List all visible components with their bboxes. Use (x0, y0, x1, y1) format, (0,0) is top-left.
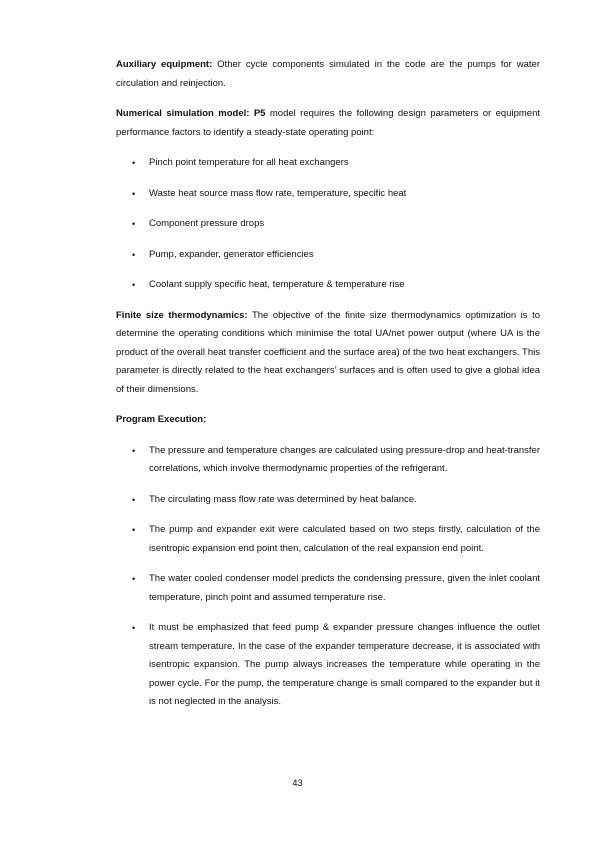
list-item (116, 442, 540, 479)
list-item (116, 521, 540, 558)
page-number: 43 (292, 778, 303, 789)
finite-text: The objective of the finite size thermodynamics optimization is to determine the operating conditions which minimise the total UA/net power output (where UA is the product of the overall heat transfer coefficient and the surface area) of the two heat exchangers. This parameter is directly related to the heat exchangers’ surfaces and is often used to give a global idea of their dimensions. (116, 309, 540, 395)
list-item (116, 276, 540, 295)
list-item (116, 246, 540, 265)
numerical-text: model requires the following design parameters or equipment performance factors to identify a steady-state operating point: (116, 108, 540, 138)
list-item-text: Coolant supply specific heat, temperature & temperature rise (149, 279, 405, 290)
auxiliary-text: Other cycle components simulated in the code are the pumps for water circulation and reinjection. (116, 59, 540, 89)
list-item-text: The circulating mass flow rate was determined by heat balance. (149, 493, 417, 505)
bullet-icon: • (132, 574, 136, 584)
bullet-icon: • (132, 494, 136, 505)
bullet-icon: • (132, 249, 136, 260)
list-item-text: It must be emphasized that feed pump & expander pressure changes influence the outlet stream temperature. In the case of the expander temperature decrease, it is associated with isentropic expansion. The pump always increases the temperature while operating in the power cycle. For the pump, the temperature change is small compared to the expander but it is not neglected in the analysis. (149, 622, 540, 707)
bullet-icon: • (132, 158, 136, 168)
list-item (116, 154, 540, 173)
list-item (116, 185, 540, 204)
list-item (116, 491, 540, 510)
list-item (116, 570, 540, 607)
bullet-icon: • (132, 623, 136, 633)
bullet-icon: • (132, 280, 136, 290)
numerical-paragraph (116, 105, 540, 142)
list-item (116, 215, 540, 234)
list-item-text: Waste heat source mass flow rate, temperature, specific heat (149, 187, 407, 199)
list-item-text: Pinch point temperature for all heat exchangers (149, 157, 349, 168)
parameter-list (116, 154, 540, 295)
list-item (116, 619, 540, 712)
list-item-text: The pump and expander exit were calculated based on two steps firstly, calculation of the isentropic expansion end point then, calculation of the real expansion end point. (149, 524, 540, 554)
finite-heading: Finite size thermodynamics: (116, 309, 248, 321)
program-heading: Program Execution: (116, 414, 207, 425)
list-item-text: Component pressure drops (149, 218, 265, 229)
auxiliary-heading: Auxiliary equipment: (116, 59, 213, 70)
bullet-icon: • (132, 445, 136, 456)
bullet-icon: • (132, 219, 136, 229)
auxiliary-paragraph (116, 56, 540, 93)
bullet-icon: • (132, 188, 136, 199)
list-item-text: Pump, expander, generator efficiencies (149, 248, 314, 260)
program-heading-paragraph (116, 411, 540, 430)
page-content (116, 56, 540, 724)
program-list (116, 442, 540, 712)
list-item-text: The water cooled condenser model predicts the condensing pressure, given the inlet coolant temperature, pinch point and assumed temperature rise. (149, 573, 540, 603)
finite-paragraph (116, 307, 540, 400)
bullet-icon: • (132, 525, 136, 535)
list-item-text: The pressure and temperature changes are calculated using pressure-drop and heat-transfer correlations, which involve thermodynamic properties of the refrigerant. (149, 444, 540, 474)
numerical-heading: Numerical simulation model: P5 (116, 108, 266, 119)
